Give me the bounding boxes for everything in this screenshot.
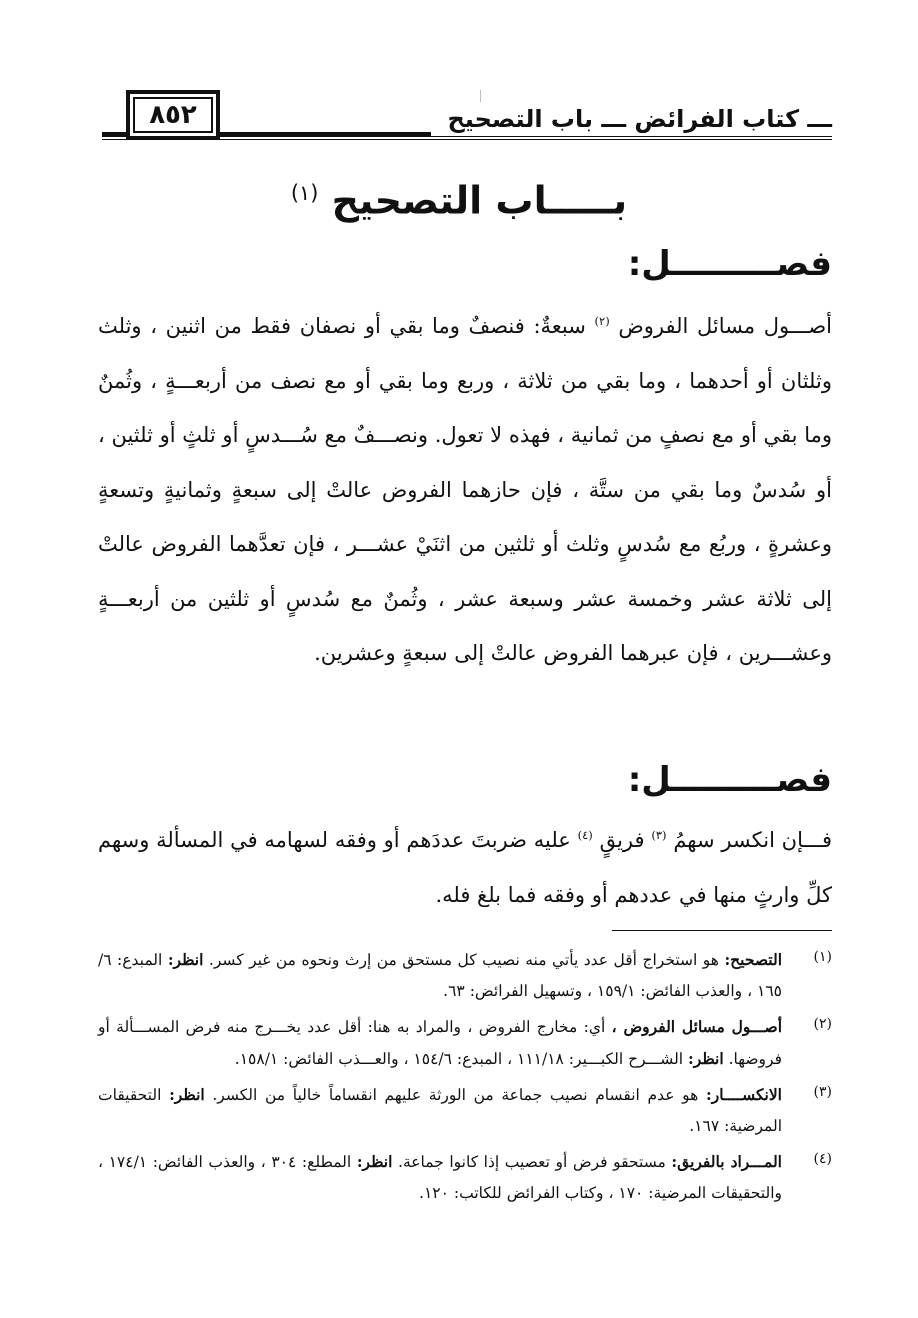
paragraph-text: فـــإن انكسر سهمُ (673, 828, 833, 852)
running-header (102, 88, 832, 148)
footnote-term: المـــراد بالفريق: (671, 1152, 782, 1171)
footnote-refs: المطلع: ٣٠٤ ، والعذب الفائض: ١٧٤/١ ، والتحقيقات المرضية: ١٧٠ ، وكتاب الفرائض للكاتب: ١٢٠. (98, 1153, 782, 1202)
body-paragraph (98, 808, 832, 922)
body-paragraph (98, 294, 832, 681)
footnote-text: هو استخراج أقل عدد يأتي منه نصيب كل مستحق من إرث ونحوه من غير كسر. (208, 951, 719, 969)
footnote-refs: المبدع: ٦/ ١٦٥ ، والعذب الفائض: ١٥٩/١ ، وتسهيل الفرائض: ٦٣. (98, 951, 782, 1000)
footnote (98, 944, 832, 1007)
chapter-title (0, 166, 918, 228)
footnote-text: هو عدم انقسام نصيب جماعة من الورثة عليهم انقساماً خالياً من الكسر. (212, 1086, 699, 1104)
footnote-number: (٤) (813, 1151, 832, 1167)
footnote (98, 1079, 832, 1142)
footnote-term: الانكســــار: (706, 1085, 782, 1104)
footnote-look-label: انظر: (169, 1085, 205, 1104)
footnote-look-label: انظر: (167, 950, 204, 969)
footnote-look-label: انظر: (356, 1152, 393, 1171)
footnote-text: مستحقو فرض أو تعصيب إذا كانوا جماعة. (398, 1153, 666, 1171)
footnote-term: التصحيح: (724, 950, 782, 969)
footnote-refs: الشـــرح الكبـــير: ١١١/١٨ ، المبدع: ١٥٤/٦ ، والعـــذب الفائض: ١٥٨/١. (234, 1050, 684, 1068)
running-title: ـــ كتاب الفرائض ـــ باب التصحيح (431, 102, 832, 136)
footnote-term: أصـــول مسائل الفروض ، (611, 1017, 782, 1036)
footnote-ref: (١) (290, 181, 319, 205)
footnote-refs: التحقيقات المرضية: ١٦٧. (98, 1086, 782, 1135)
footnote-ref: (٤) (577, 828, 593, 842)
footnotes (98, 944, 832, 1213)
footnote-ref: (٣) (651, 828, 667, 842)
section-heading: فصـــــــــل: (627, 244, 832, 284)
footnote-number: (٣) (813, 1084, 832, 1100)
footnote-separator (612, 930, 832, 931)
chapter-title-text: بـــــاب التصحيح (331, 178, 628, 223)
footnote-look-label: انظر: (688, 1049, 724, 1068)
paragraph-text: عليه ضربتَ عددَهم أو وفقه لسهامه في المسألة وسهم كلِّ وارثٍ منها في عددهم أو وفقه فما بلغ فله. (98, 828, 832, 907)
section-heading: فصـــــــــل: (627, 760, 832, 800)
footnote-ref: (٢) (594, 314, 610, 328)
paragraph-text: سبعةٌ: فنصفٌ وما بقي أو نصفان فقط من اثنين ، وثلث وثلثان أو أحدهما ، وما بقي من ثلاثة ، وربع وما بقي أو مع نصف من أربعـــةٍ ، وثُمنٌ وما بقي أو مع نصفٍ من ثمانية ، فهذه لا تعول. ونصـــفٌ مع سُـــدسٍ أو ثلثٍ أو ثلثين ، أو سُدسٌ وما بقي من ستَّة ، فإن حازهما الفروض عالتْ إلى سبعةٍ وثمانيةٍ وتسعةٍ وعشرةٍ ، وربُع مع سُدسٍ وثلث أو ثلثين من اثنَيْ عشـــر ، فإن تعدَّهما الفروض عالتْ إلى ثلاثة عشر وخمسة عشر وسبعة عشر ، وثُمنٌ مع سُدسٍ أو ثلثين من أربعـــةٍ وعشـــرين ، فإن عبرهما الفروض عالتْ إلى سبعةٍ وعشرين. (98, 314, 832, 665)
paragraph-text: أصـــول مسائل الفروض (618, 314, 832, 338)
footnote (98, 1011, 832, 1075)
footnote (98, 1146, 832, 1209)
paragraph-text: فريقٍ (599, 828, 645, 852)
footnote-number: (٢) (813, 1016, 832, 1032)
footnote-number: (١) (813, 949, 832, 965)
page-number: ٨٥٢ (149, 100, 197, 130)
page-number-box (126, 90, 220, 140)
footnote-text: أي: مخارج الفروض ، والمراد به هنا: أقل عدد يخـــرج منه فرض المســـألة أو فروضها. (98, 1018, 782, 1068)
